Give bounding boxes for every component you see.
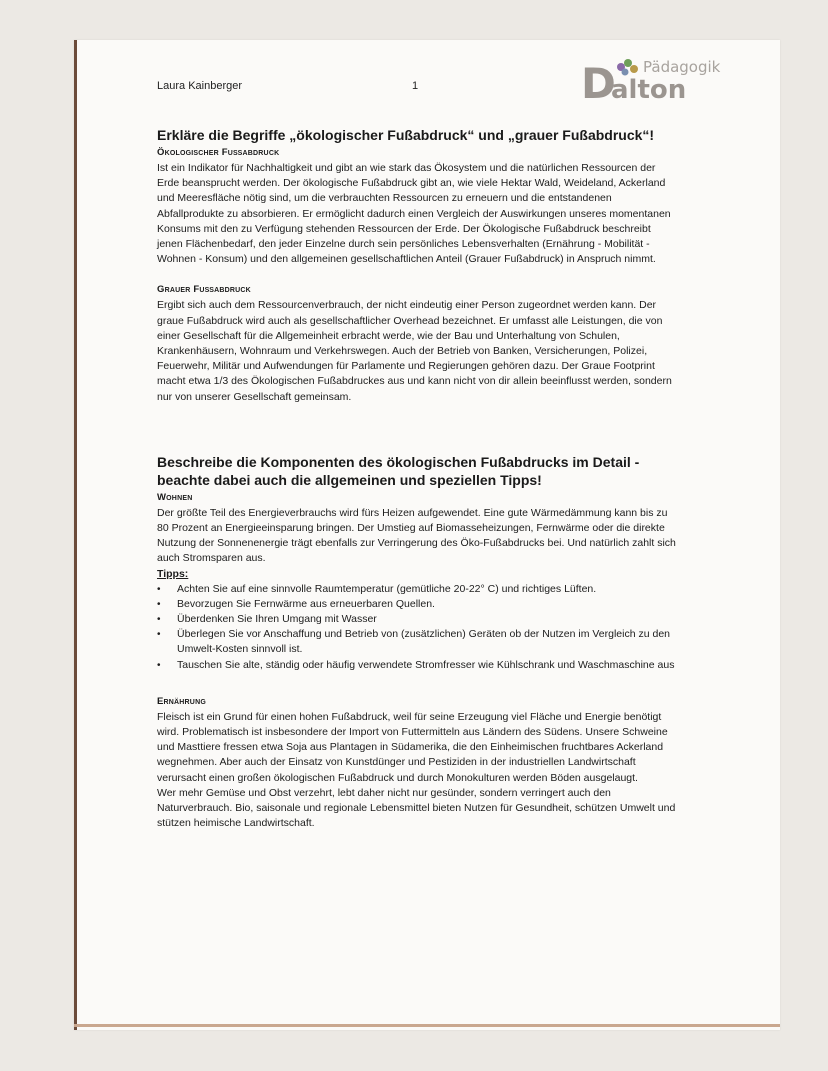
bullet-icon: •: [157, 583, 161, 595]
logo-letter-d: D: [581, 59, 616, 108]
section-grau: [157, 283, 677, 404]
section-ernaehrung: [157, 695, 677, 832]
author-name: Laura Kainberger: [157, 80, 243, 92]
flower-icon: [617, 59, 638, 76]
tip-text: Überdenken Sie Ihren Umgang mit Wasser: [177, 613, 377, 626]
page-number: 1: [412, 80, 419, 92]
dalton-logo: [577, 50, 737, 110]
logo-main-text: alton: [611, 75, 687, 105]
tip-text: Bevorzugen Sie Fernwärme aus erneuerbaren Quellen.: [177, 597, 435, 610]
document-body: [157, 126, 677, 844]
tip-text: Achten Sie auf eine sinnvolle Raumtemperatur (gemütliche 20-22° C) und richtiges Lüften.: [177, 582, 597, 595]
section2-heading: Beschreibe die Komponenten des ökologischen Fußabdrucks im Detail - beachte dabei auch die allgemeinen und speziellen Tipps!: [157, 453, 640, 488]
tip-text: Tauschen Sie alte, ständig oder häufig verwendete Stromfresser wie Kühlschrank und Waschmaschine aus: [177, 658, 675, 671]
list-item: [157, 627, 677, 657]
wohnen-title: Wohnen: [157, 491, 193, 503]
logo-sub-text: Pädagogik: [643, 58, 721, 76]
ernaehrung-text-2: Wer mehr Gemüse und Obst verzehrt, lebt daher nicht nur gesünder, sondern verringert auch den Naturverbrauch. Bio, saisonale und regionale Lebensmittel bieten Nutzen für Gesundheit, schützen Umwelt und stützen heimische Landwirtschaft.: [157, 786, 676, 830]
bullet-icon: •: [157, 629, 161, 641]
page-header: [157, 58, 732, 110]
section1-heading: Erkläre die Begriffe „ökologischer Fußabdruck“ und „grauer Fußabdruck“!: [157, 127, 655, 143]
tips-list: [157, 582, 677, 673]
list-item: [157, 658, 677, 673]
tips-label: Tipps:: [157, 567, 189, 580]
ernaehrung-title: Ernährung: [157, 695, 206, 707]
oeko-text: Ist ein Indikator für Nachhaltigkeit und gibt an wie stark das Ökosystem und die natürlichen Ressourcen der Erde beansprucht werden. Der ökologische Fußabdruck gibt an, wie viele Hektar Wald, Weideland, Ackerland und Meeresfläche nötig sind, um die verbrauchten Ressourcen zu erneuern und die entstandenen Abfallprodukte zu absorbieren. Er ermöglicht dadurch einen Vergleich der Auswirkungen unseres momentanen Konsums mit den zu Verfügung stehenden Ressourcen der Erde. Der Ökologische Fußabdruck beschreibt jenen Flächenbedarf, den jeder Einzelne durch sein persönliches Lebensverhalten (Ernährung - Mobilität - Wohnen - Konsum) und den allgemeinen gesellschaftlichen Anteil (Grauer Fußabdruck) in Anspruch nimmt.: [157, 162, 671, 266]
section-components: [157, 453, 677, 673]
bullet-icon: •: [157, 614, 161, 626]
grau-text: Ergibt sich auch dem Ressourcenverbrauch, der nicht eindeutig einer Person zugeordnet werden kann. Der graue Fußabdruck wird auch als gesellschaftlicher Overhead bezeichnet. Er umfasst alle Leistungen, die von einer Gesellschaft für die Allgemeinheit erbracht werde, wie der Bau und Unterhaltung von Schulen, Krankenhäusern, Wohnraum und Verkehrswegen. Auch der Betrieb von Banken, Versicherungen, Polizei, Feuerwehr, Militär und Aufwendungen für Parlamente und Regierungen gehören dazu. Der Graue Footprint macht etwa 1/3 des Ökologischen Fußabdruckes aus und kann nicht von dir allein beeinflusst werden, sondern nur von unserer Gesellschaft gemeinsam.: [157, 299, 672, 403]
page-bottom-edge: [74, 1024, 780, 1027]
ernaehrung-text-1: Fleisch ist ein Grund für einen hohen Fußabdruck, weil für seine Erzeugung viel Fläche und Energie benötigt wird. Problematisch ist insbesondere der Import von Futtermitteln aus Ländern des Südens. Unsere Schweine und Masttiere fressen etwa Soja aus Plantagen in Südamerika, die den Einheimischen fruchtbares Ackerland wegnehmen. Aber auch der Einsatz von Kunstdünger und Pestiziden in der industriellen Landwirtschaft verursacht einen großen ökologischen Fußabdruck und durch Monokulturen werden Böden ausgelaugt.: [157, 710, 668, 784]
list-item: [157, 597, 677, 612]
oeko-title: Ökologischer Fußabdruck: [157, 147, 280, 158]
grau-title: Grauer Fußabdruck: [157, 284, 251, 296]
list-item: [157, 582, 677, 597]
bullet-icon: •: [157, 659, 161, 671]
section-definitions: [157, 126, 677, 267]
wohnen-text: Der größte Teil des Energieverbrauchs wird fürs Heizen aufgewendet. Eine gute Wärmedämmung kann bis zu 80 Prozent an Energieeinsparung bringen. Der Umstieg auf Biomasseheizungen, Fernwärme oder die direkte Nutzung der Sonnenenergie trägt ebenfalls zur Verringerung des Öko-Fußabdrucks bei. Und natürlich zahlt sich auch Stromsparen aus.: [157, 506, 676, 565]
list-item: [157, 612, 677, 627]
page-left-edge: [74, 40, 77, 1030]
tip-text: Überlegen Sie vor Anschaffung und Betrieb von (zusätzlichen) Geräten ob der Nutzen im Vergleich zu den Umwelt-Kosten sinnvoll ist.: [177, 628, 671, 656]
bullet-icon: •: [157, 598, 161, 610]
